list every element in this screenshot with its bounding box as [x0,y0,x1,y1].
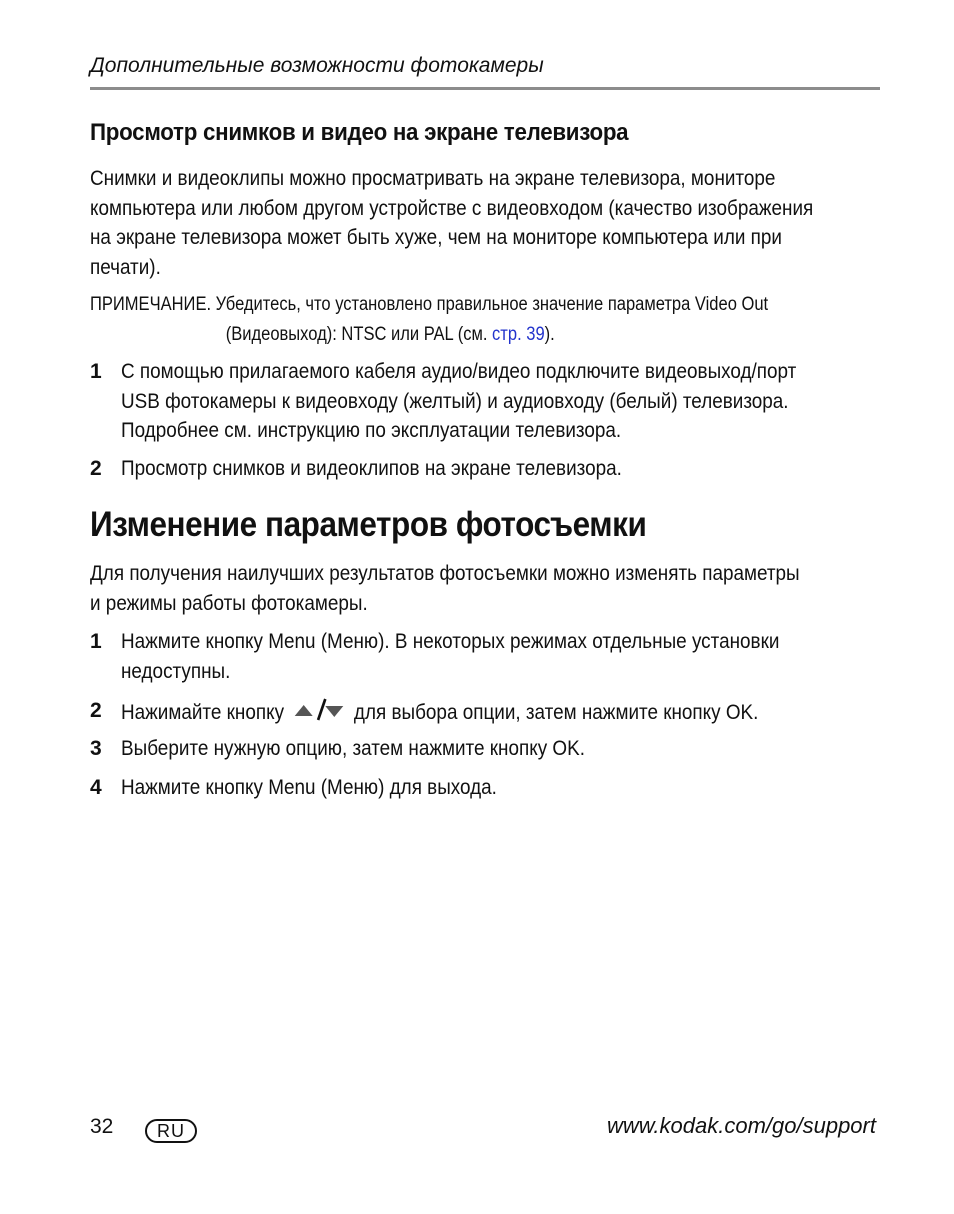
step-text-line: Нажмите кнопку Menu (Меню) для выхода. [121,776,497,799]
step-text-line: С помощью прилагаемого кабеля аудио/видео подключите видеовыход/порт [121,360,797,383]
up-down-arrows-icon [293,696,345,731]
step-number: 2 [90,457,102,480]
header-rule [90,87,880,90]
text-line: печати). [90,255,161,279]
section2-intro [90,559,890,618]
step-text-line: USB фотокамеры к видеовходу (желтый) и аудиовходу (белый) телевизора. [121,389,789,413]
step-text-line: Подробнее см. инструкцию по эксплуатации телевизора. [121,419,622,442]
note-line2-suffix: ). [544,324,555,345]
step-text-line: Нажмите кнопку Menu (Меню). В некоторых режимах отдельные установки [121,630,780,653]
step-text-after-icon: для выбора опции, затем нажмите кнопку OK. [353,700,759,724]
step-number: 1 [90,360,102,383]
support-url[interactable]: www.kodak.com/go/support [606,1113,876,1138]
step-number: 3 [90,737,102,760]
running-header: Дополнительные возможности фотокамеры [90,54,544,77]
text-line: Для получения наилучших результатов фотосъемки можно изменять параметры [90,562,800,585]
note-line2-prefix: (Видеовыход): NTSC или PAL (см. [225,324,493,345]
text-line: и режимы работы фотокамеры. [90,591,368,615]
step-text-before-icon: Нажимайте кнопку [121,700,285,724]
step-number: 2 [90,699,102,722]
language-badge: RU [145,1119,197,1143]
note-line1: Убедитесь, что установлено правильное значение параметра Video Out [215,294,769,315]
text-line: на экране телевизора может быть хуже, чем на мониторе компьютера или при [90,226,782,249]
step-number: 4 [90,776,102,799]
page-number: 32 [90,1115,114,1138]
section1-intro [90,164,890,282]
text-line: компьютера или любом другом устройстве с видеовходом (качество изображения [90,196,814,220]
step-text-line: Просмотр снимков и видеоклипов на экране телевизора. [121,457,622,480]
note-block [90,290,869,350]
note-label: ПРИМЕЧАНИЕ. [90,294,212,315]
step-text-line: Выберите нужную опцию, затем нажмите кнопку OK. [121,737,585,760]
page-link[interactable]: стр. 39 [492,324,545,345]
section-title-capture-settings: Изменение параметров фотосъемки [90,505,647,544]
step-number: 1 [90,630,102,653]
step-text-line: недоступны. [121,659,231,683]
text-line: Снимки и видеоклипы можно просматривать на экране телевизора, мониторе [90,167,776,190]
section-title-tv-viewing: Просмотр снимков и видео на экране телевизора [90,119,629,146]
